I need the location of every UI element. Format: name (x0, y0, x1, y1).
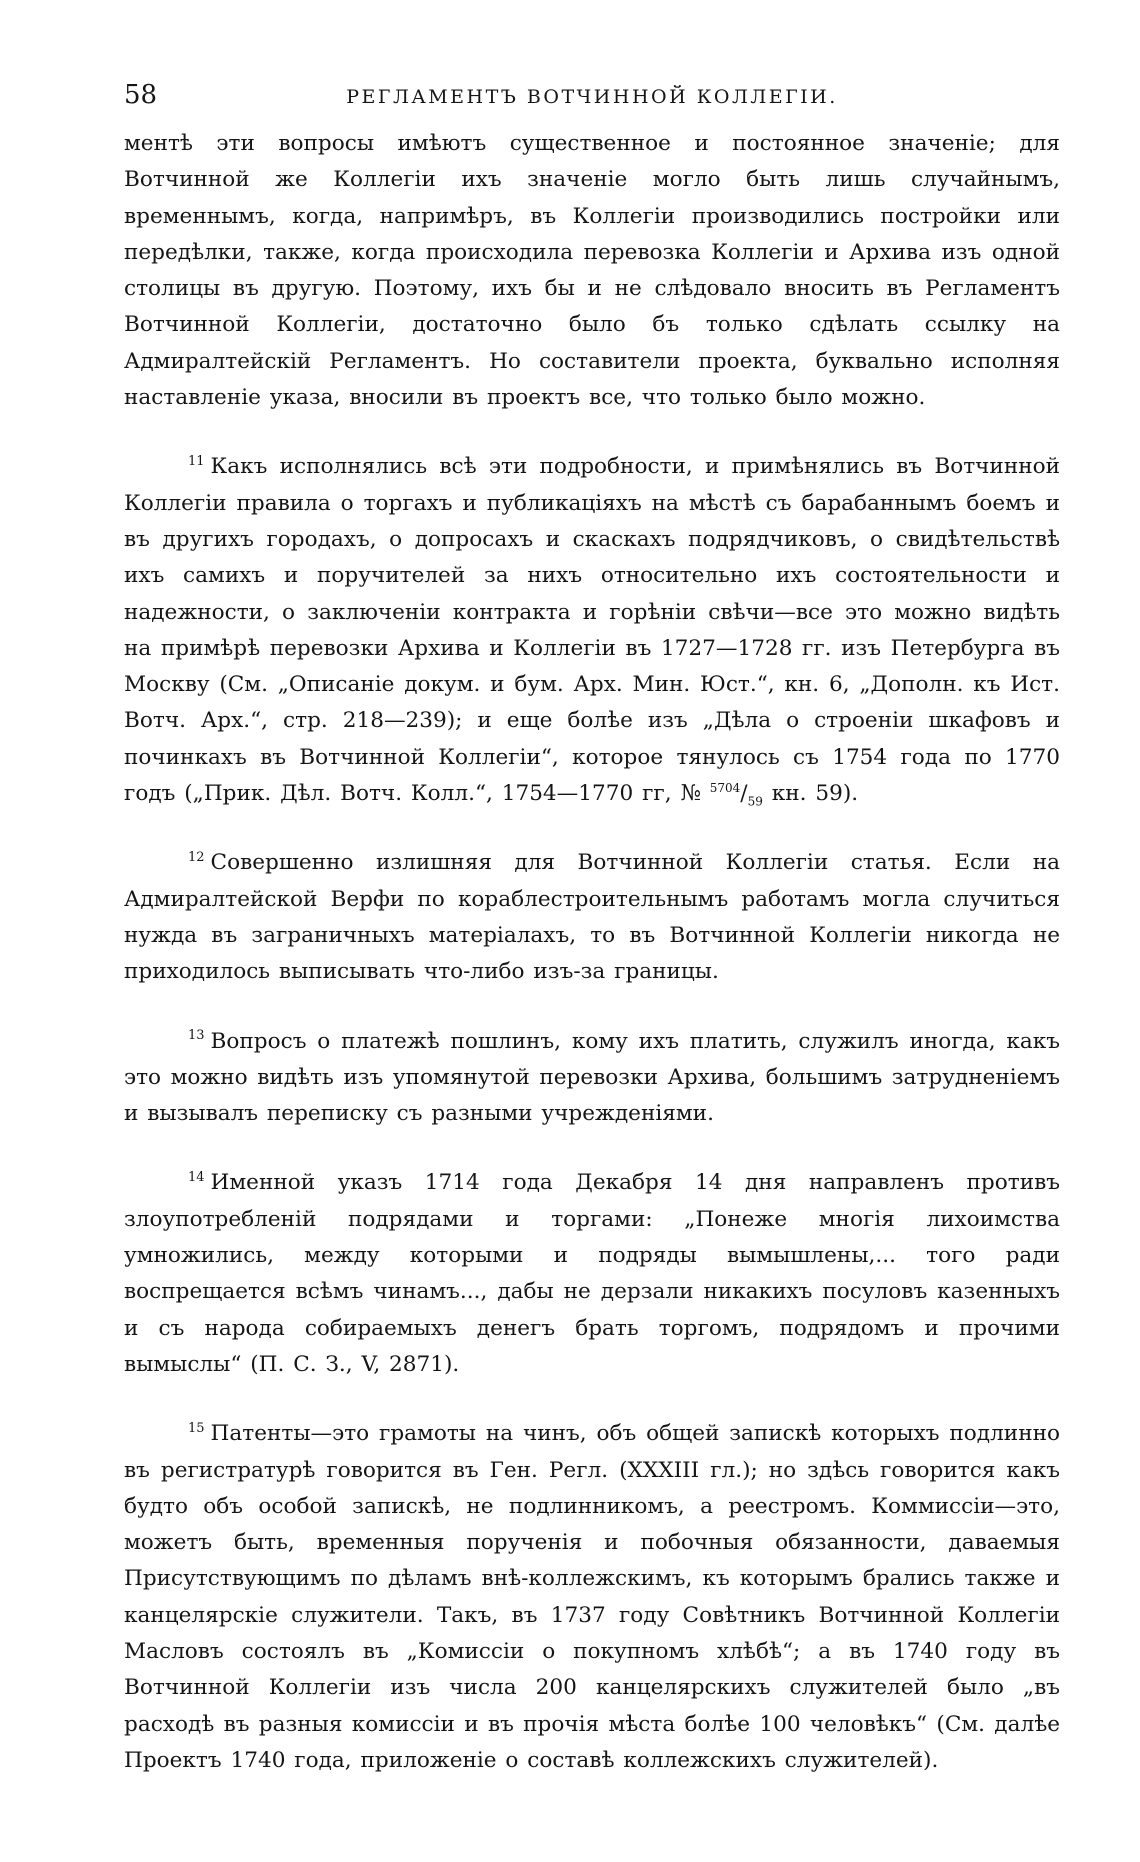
footnote-number: 14 (188, 1170, 205, 1186)
footnote-12 (124, 845, 1060, 990)
book-page (124, 78, 1060, 1812)
footnote-13 (124, 1024, 1060, 1133)
footnote-text: Патенты—это грамоты на чинъ, объ общей запискѣ которыхъ подлинно въ регистратурѣ говорится въ Ген. Регл. (XXXIII гл.); но здѣсь говорится какъ будто объ особой запискѣ, не подлинникомъ, а реестромъ. Коммиссіи—это, можетъ быть, временныя порученія и побочныя обязанности, даваемыя Присутствующимъ по дѣламъ внѣ-коллежскимъ, къ которымъ брались также и канцелярскіе служители. Такъ, въ 1737 году Совѣтникъ Вотчинной Коллегіи Масловъ состоялъ въ „Комиссіи о покупномъ хлѣбѣ“; а въ 1740 году въ Вотчинной Коллегіи изъ числа 200 канцелярскихъ служителей было „въ расходѣ въ разныя комиссіи и въ прочія мѣста болѣе 100 человѣкъ“ (См. далѣе Проектъ 1740 года, приложеніе о составѣ коллежскихъ служителей). (124, 1421, 1060, 1773)
footnote-number: 15 (188, 1421, 205, 1437)
page-body (124, 126, 1060, 1779)
page-number: 58 (124, 80, 158, 110)
footnote-text: Какъ исполнялись всѣ эти подробности, и примѣнялись въ Вотчинной Коллегіи правила о торгахъ и публикаціяхъ на мѣстѣ съ барабаннымъ боемъ и въ другихъ городахъ, о допросахъ и скаскахъ подрядчиковъ, о свидѣтельствѣ ихъ самихъ и поручителей за нихъ относительно ихъ состоятельности и надежности, о заключеніи контракта и горѣніи свѣчи—все это можно видѣть на примѣрѣ перевозки Архива и Коллегіи въ 1727—1728 гг. изъ Петербурга въ Москву (См. „Описаніе докум. и бум. Арх. Мин. Юст.“, кн. 6, „Дополн. къ Ист. Вотч. Арх.“, стр. 218—239); и еще болѣе изъ „Дѣла о строеніи шкафовъ и починкахъ въ Вотчинной Коллегіи“, которое тянулось съ 1754 года по 1770 годъ („Прик. Дѣл. Вотч. Колл.“, 1754—1770 гг, № (124, 454, 1060, 807)
footnote-text-tail: кн. 59). (771, 781, 859, 807)
footnote-text: Вопросъ о платежѣ пошлинъ, кому ихъ платить, служилъ иногда, какъ это можно видѣть изъ упомянутой перевозки Архива, большимъ затрудненіемъ и вызывалъ переписку съ разными учрежденіями. (124, 1028, 1060, 1127)
footnote-14 (124, 1165, 1060, 1383)
footnote-15 (124, 1416, 1060, 1779)
reference-number-subscript: 59 (747, 794, 763, 809)
footnote-text: Совершенно излишняя для Вотчинной Коллегіи статья. Если на Адмиралтейской Верфи по кораблестроительнымъ работамъ могла случиться нужда въ заграничныхъ матеріалахъ, то въ Вотчинной Коллегіи никогда не приходилось выписывать что-либо изъ-за границы. (124, 850, 1060, 985)
reference-number-superscript: 5704 (709, 780, 741, 795)
footnote-text: Именной указъ 1714 года Декабря 14 дня направленъ противъ злоупотребленій подрядами и торгами: „Понеже многія лихоимства умножились, между которыми и подряды вымышлены,... того ради воспрещается всѣмъ чинамъ..., дабы не дерзали никакихъ посуловъ казенныхъ и съ народа собираемыхъ денегъ брать торгомъ, подрядомъ и прочими вымыслы“ (П. С. З., V, 2871). (124, 1170, 1060, 1377)
intro-paragraph: ментѣ эти вопросы имѣютъ существенное и постоянное значеніе; для Вотчинной же Коллегіи ихъ значеніе могло быть лишь случайнымъ, временнымъ, когда, напримѣръ, въ Коллегіи производились постройки или передѣлки, также, когда происходила перевозка Коллегіи и Архива изъ одной столицы въ другую. Поэтому, ихъ бы и не слѣдовало вносить въ Регламентъ Вотчинной Коллегіи, достаточно было бъ только сдѣлать ссылку на Адмиралтейскій Регламентъ. Но составители проекта, буквально исполняя наставленіе указа, вносили въ проектъ все, что только было можно. (124, 131, 1060, 411)
running-title: РЕГЛАМЕНТЪ ВОТЧИННОЙ КОЛЛЕГІИ. (346, 86, 838, 108)
footnote-number: 11 (188, 454, 205, 470)
footnote-11: $^{11}$ Какъ исполнялись всѣ эти подробности, и примѣнялись въ Вотчинной Коллегіи правила о торгахъ и публикаціяхъ на мѣстѣ съ барабаннымъ боемъ и въ другихъ городахъ, о допросахъ и скаскахъ подрядчиковъ, о свидѣтельствѣ ихъ самихъ и поручителей за нихъ относительно ихъ состоятельности и надежности, о заключеніи контракта и горѣніи свѣчи—все это можно видѣть на примѣрѣ перевозки Архива и Коллегіи въ 1727—1728 гг. изъ Петербурга въ Москву (См. „Описаніе докум. и бум. Арх. Мин. Юст.“, кн. 6, „Дополн. къ Ист. Вотч. Арх.“, стр. 218—239); и еще болѣе изъ „Дѣла о строеніи шкафовъ и починкахъ въ Вотчинной Коллегіи“, которое тянулось съ 1754 года по 1770 годъ („Прик. Дѣл. Вотч. Колл.“, 1754—1770 гг, № $^{5704}/_{59}$ кн. 59). (124, 454, 1060, 809)
page-header (124, 78, 1060, 126)
footnote-number: 12 (188, 850, 205, 866)
footnote-number: 13 (188, 1028, 205, 1044)
